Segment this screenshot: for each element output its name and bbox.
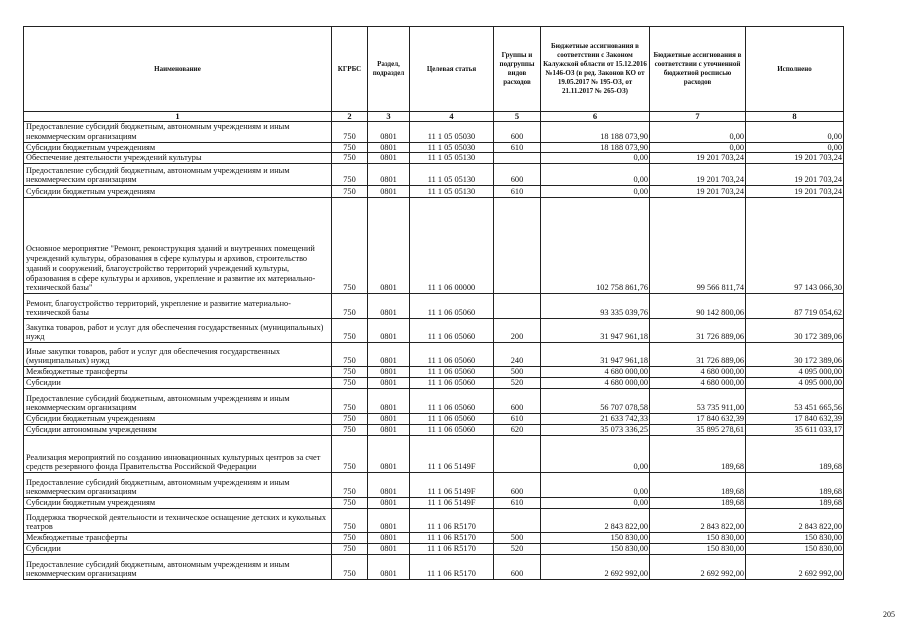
table-row: [24, 498, 844, 509]
table-row: [24, 164, 844, 186]
row-target: 11 1 06 05060: [410, 294, 494, 319]
row-name: Закупка товаров, работ и услуг для обеспечения государственных (муниципальных) нужд: [24, 319, 332, 343]
table-row: [24, 436, 844, 473]
row-kgrbs: 750: [332, 414, 368, 425]
row-name: Предоставление субсидий бюджетным, автономным учреждениям и иным некоммерческим организациям: [24, 122, 332, 143]
row-kgrbs: 750: [332, 164, 368, 186]
row-target: 11 1 06 05060: [410, 414, 494, 425]
row-expense-type: [494, 294, 541, 319]
row-executed-amount: 53 451 665,56: [746, 389, 844, 414]
row-section: 0801: [368, 186, 410, 198]
header-row: [24, 27, 844, 112]
row-target: 11 1 06 5149F: [410, 498, 494, 509]
row-executed-amount: 4 095 000,00: [746, 367, 844, 378]
row-name: Субсидии: [24, 378, 332, 389]
row-expense-type: 610: [494, 498, 541, 509]
row-section: 0801: [368, 142, 410, 153]
row-expense-type: 610: [494, 186, 541, 198]
row-expense-type: 600: [494, 164, 541, 186]
header-refined: Бюджетные ассигнования в соответствии с уточненной бюджетной росписью расходов: [650, 27, 746, 112]
row-target: 11 1 06 00000: [410, 198, 494, 294]
row-name: Ремонт, благоустройство территорий, укрепление и развитие материально-технической базы: [24, 294, 332, 319]
row-expense-type: 600: [494, 122, 541, 143]
row-name: Субсидии бюджетным учреждениям: [24, 142, 332, 153]
row-name: Субсидии: [24, 544, 332, 555]
row-target: 11 1 06 5149F: [410, 436, 494, 473]
row-target: 11 1 06 05060: [410, 319, 494, 343]
row-name: Иные закупки товаров, работ и услуг для обеспечения государственных (муниципальных) нужд: [24, 343, 332, 367]
row-executed-amount: 19 201 703,24: [746, 153, 844, 164]
row-refined-amount: 0,00: [650, 142, 746, 153]
row-name: Предоставление субсидий бюджетным, автономным учреждениям и иным некоммерческим организациям: [24, 555, 332, 580]
row-executed-amount: 0,00: [746, 122, 844, 143]
header-groups: Группы и подгруппы видов расходов: [494, 27, 541, 112]
table-row: [24, 153, 844, 164]
row-refined-amount: 53 735 911,00: [650, 389, 746, 414]
row-kgrbs: 750: [332, 378, 368, 389]
row-expense-type: 500: [494, 367, 541, 378]
row-executed-amount: 30 172 389,06: [746, 319, 844, 343]
row-executed-amount: 35 611 033,17: [746, 425, 844, 436]
row-name: Обеспечение деятельности учреждений культуры: [24, 153, 332, 164]
row-kgrbs: 750: [332, 367, 368, 378]
row-expense-type: 600: [494, 389, 541, 414]
row-executed-amount: 97 143 066,30: [746, 198, 844, 294]
row-refined-amount: 99 566 811,74: [650, 198, 746, 294]
row-executed-amount: 87 719 054,62: [746, 294, 844, 319]
row-expense-type: [494, 198, 541, 294]
row-refined-amount: 19 201 703,24: [650, 153, 746, 164]
row-kgrbs: 750: [332, 533, 368, 544]
row-section: 0801: [368, 414, 410, 425]
row-target: 11 1 05 05130: [410, 164, 494, 186]
row-law-amount: 4 680 000,00: [541, 367, 650, 378]
col-number: 5: [494, 112, 541, 122]
row-name: Субсидии бюджетным учреждениям: [24, 414, 332, 425]
row-kgrbs: 750: [332, 343, 368, 367]
row-kgrbs: 750: [332, 142, 368, 153]
row-law-amount: 0,00: [541, 153, 650, 164]
col-number: 3: [368, 112, 410, 122]
row-section: 0801: [368, 122, 410, 143]
row-target: 11 1 05 05030: [410, 142, 494, 153]
row-section: 0801: [368, 509, 410, 533]
row-target: 11 1 05 05130: [410, 186, 494, 198]
row-law-amount: 18 188 073,90: [541, 122, 650, 143]
header-kgrbs: КГРБС: [332, 27, 368, 112]
row-refined-amount: 31 726 889,06: [650, 319, 746, 343]
row-refined-amount: 19 201 703,24: [650, 186, 746, 198]
row-name: Предоставление субсидий бюджетным, автономным учреждениям и иным некоммерческим организациям: [24, 473, 332, 498]
table-row: [24, 555, 844, 580]
table-row: [24, 186, 844, 198]
row-section: 0801: [368, 389, 410, 414]
table-row: [24, 378, 844, 389]
row-refined-amount: 189,68: [650, 473, 746, 498]
row-law-amount: 0,00: [541, 164, 650, 186]
row-section: 0801: [368, 544, 410, 555]
table-row: [24, 533, 844, 544]
row-executed-amount: 150 830,00: [746, 544, 844, 555]
table-row: [24, 414, 844, 425]
table-row: [24, 473, 844, 498]
table-row: [24, 142, 844, 153]
row-section: 0801: [368, 294, 410, 319]
row-expense-type: 520: [494, 378, 541, 389]
row-refined-amount: 90 142 800,06: [650, 294, 746, 319]
row-expense-type: [494, 153, 541, 164]
row-kgrbs: 750: [332, 319, 368, 343]
row-name: Субсидии бюджетным учреждениям: [24, 498, 332, 509]
row-refined-amount: 150 830,00: [650, 533, 746, 544]
row-executed-amount: 189,68: [746, 498, 844, 509]
row-expense-type: 620: [494, 425, 541, 436]
row-name: Субсидии бюджетным учреждениям: [24, 186, 332, 198]
row-section: 0801: [368, 164, 410, 186]
row-expense-type: 520: [494, 544, 541, 555]
row-name: Межбюджетные трансферты: [24, 533, 332, 544]
row-target: 11 1 06 R5170: [410, 544, 494, 555]
col-number: 8: [746, 112, 844, 122]
row-kgrbs: 750: [332, 509, 368, 533]
row-target: 11 1 06 5149F: [410, 473, 494, 498]
row-law-amount: 93 335 039,76: [541, 294, 650, 319]
row-name: Основное мероприятие "Ремонт, реконструкция зданий и внутренних помещений учреждений культуры, образования в сфере культуры и архивов, строительство зданий и сооружений, благоустройство территорий учреждений культуры, образования в сфере культуры и архивов, укрепление и развитие их материально-технической базы": [24, 198, 332, 294]
row-target: 11 1 06 R5170: [410, 555, 494, 580]
row-law-amount: 0,00: [541, 498, 650, 509]
row-kgrbs: 750: [332, 186, 368, 198]
header-law: Бюджетные ассигнования в соответствии с Законом Калужской области от 15.12.2016 №146-ОЗ (в ред. Законов КО от 19.05.2017 № 195-ОЗ, от 21.11.2017 № 265-ОЗ): [541, 27, 650, 112]
row-kgrbs: 750: [332, 153, 368, 164]
row-section: 0801: [368, 367, 410, 378]
row-section: 0801: [368, 498, 410, 509]
row-target: 11 1 06 05060: [410, 343, 494, 367]
table-row: [24, 509, 844, 533]
table-row: [24, 122, 844, 143]
row-section: 0801: [368, 533, 410, 544]
row-law-amount: 18 188 073,90: [541, 142, 650, 153]
row-law-amount: 4 680 000,00: [541, 378, 650, 389]
row-refined-amount: 150 830,00: [650, 544, 746, 555]
row-name: Субсидии автономным учреждениям: [24, 425, 332, 436]
row-executed-amount: 4 095 000,00: [746, 378, 844, 389]
col-number: 4: [410, 112, 494, 122]
column-number-row: [24, 112, 844, 122]
row-kgrbs: 750: [332, 498, 368, 509]
row-kgrbs: 750: [332, 425, 368, 436]
row-kgrbs: 750: [332, 436, 368, 473]
row-kgrbs: 750: [332, 294, 368, 319]
row-kgrbs: 750: [332, 544, 368, 555]
header-name: Наименование: [24, 27, 332, 112]
row-target: 11 1 06 05060: [410, 389, 494, 414]
page-number: 205: [883, 610, 895, 619]
header-target: Целевая статья: [410, 27, 494, 112]
row-law-amount: 0,00: [541, 473, 650, 498]
row-law-amount: 56 707 078,58: [541, 389, 650, 414]
row-executed-amount: 19 201 703,24: [746, 186, 844, 198]
row-section: 0801: [368, 473, 410, 498]
row-kgrbs: 750: [332, 122, 368, 143]
row-expense-type: [494, 509, 541, 533]
table-body: [24, 122, 844, 580]
table-row: [24, 425, 844, 436]
row-law-amount: 0,00: [541, 436, 650, 473]
row-executed-amount: 17 840 632,39: [746, 414, 844, 425]
table-row: [24, 319, 844, 343]
row-target: 11 1 06 05060: [410, 378, 494, 389]
row-refined-amount: 2 843 822,00: [650, 509, 746, 533]
col-number: 7: [650, 112, 746, 122]
row-executed-amount: 0,00: [746, 142, 844, 153]
row-refined-amount: 4 680 000,00: [650, 367, 746, 378]
row-law-amount: 31 947 961,18: [541, 343, 650, 367]
table-row: [24, 198, 844, 294]
row-section: 0801: [368, 153, 410, 164]
col-number: 6: [541, 112, 650, 122]
row-kgrbs: 750: [332, 555, 368, 580]
table-row: [24, 544, 844, 555]
row-law-amount: 0,00: [541, 186, 650, 198]
table-row: [24, 367, 844, 378]
row-target: 11 1 06 05060: [410, 425, 494, 436]
row-refined-amount: 189,68: [650, 436, 746, 473]
row-refined-amount: 0,00: [650, 122, 746, 143]
row-name: Реализация мероприятий по созданию инновационных культурных центров за счет средств резервного фонда Правительства Российской Федерации: [24, 436, 332, 473]
row-law-amount: 2 843 822,00: [541, 509, 650, 533]
col-number: 2: [332, 112, 368, 122]
row-refined-amount: 17 840 632,39: [650, 414, 746, 425]
row-refined-amount: 2 692 992,00: [650, 555, 746, 580]
table-row: [24, 294, 844, 319]
row-executed-amount: 2 692 992,00: [746, 555, 844, 580]
row-name: Предоставление субсидий бюджетным, автономным учреждениям и иным некоммерческим организациям: [24, 389, 332, 414]
row-target: 11 1 05 05030: [410, 122, 494, 143]
row-kgrbs: 750: [332, 473, 368, 498]
col-number: 1: [24, 112, 332, 122]
row-expense-type: 500: [494, 533, 541, 544]
row-law-amount: 21 633 742,33: [541, 414, 650, 425]
row-refined-amount: 31 726 889,06: [650, 343, 746, 367]
table-row: [24, 343, 844, 367]
row-section: 0801: [368, 319, 410, 343]
row-executed-amount: 30 172 389,06: [746, 343, 844, 367]
row-expense-type: 200: [494, 319, 541, 343]
row-expense-type: 240: [494, 343, 541, 367]
row-section: 0801: [368, 343, 410, 367]
row-expense-type: 610: [494, 142, 541, 153]
row-law-amount: 102 758 861,76: [541, 198, 650, 294]
row-expense-type: 600: [494, 473, 541, 498]
row-executed-amount: 189,68: [746, 473, 844, 498]
row-law-amount: 35 073 336,25: [541, 425, 650, 436]
row-executed-amount: 2 843 822,00: [746, 509, 844, 533]
row-section: 0801: [368, 555, 410, 580]
row-name: Межбюджетные трансферты: [24, 367, 332, 378]
row-section: 0801: [368, 425, 410, 436]
row-refined-amount: 19 201 703,24: [650, 164, 746, 186]
row-expense-type: 610: [494, 414, 541, 425]
row-law-amount: 150 830,00: [541, 544, 650, 555]
row-executed-amount: 150 830,00: [746, 533, 844, 544]
row-refined-amount: 35 895 278,61: [650, 425, 746, 436]
budget-table: [23, 26, 844, 580]
row-executed-amount: 189,68: [746, 436, 844, 473]
row-law-amount: 31 947 961,18: [541, 319, 650, 343]
row-name: Поддержка творческой деятельности и техническое оснащение детских и кукольных театров: [24, 509, 332, 533]
row-law-amount: 150 830,00: [541, 533, 650, 544]
row-expense-type: [494, 436, 541, 473]
header-section: Раздел, подраздел: [368, 27, 410, 112]
row-law-amount: 2 692 992,00: [541, 555, 650, 580]
table-row: [24, 389, 844, 414]
row-executed-amount: 19 201 703,24: [746, 164, 844, 186]
row-refined-amount: 4 680 000,00: [650, 378, 746, 389]
row-section: 0801: [368, 436, 410, 473]
row-name: Предоставление субсидий бюджетным, автономным учреждениям и иным некоммерческим организациям: [24, 164, 332, 186]
row-kgrbs: 750: [332, 198, 368, 294]
row-kgrbs: 750: [332, 389, 368, 414]
row-section: 0801: [368, 198, 410, 294]
row-target: 11 1 05 05130: [410, 153, 494, 164]
row-target: 11 1 06 05060: [410, 367, 494, 378]
header-executed: Исполнено: [746, 27, 844, 112]
row-target: 11 1 06 R5170: [410, 509, 494, 533]
row-target: 11 1 06 R5170: [410, 533, 494, 544]
row-expense-type: 600: [494, 555, 541, 580]
row-section: 0801: [368, 378, 410, 389]
row-refined-amount: 189,68: [650, 498, 746, 509]
